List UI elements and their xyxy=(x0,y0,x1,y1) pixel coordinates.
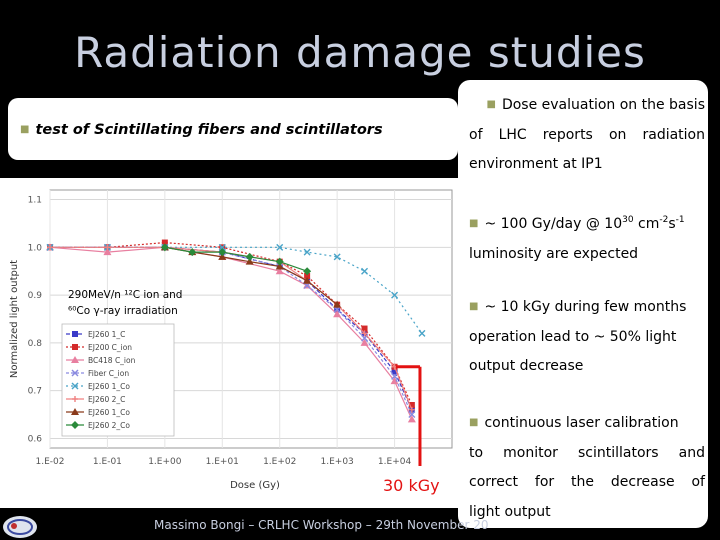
note-1: ■ Dose evaluation on the basis of LHC reports on radiation environment at IP1 xyxy=(469,97,705,172)
y-tick-label: 0.8 xyxy=(27,338,42,349)
left-bullet-text: test of Scintillating fibers and scintillators xyxy=(35,122,383,138)
note-3: ■ ~ 10 kGy during few months operation lead to ~ 50% light output decrease xyxy=(469,299,687,374)
legend-label: EJ260 1_C xyxy=(88,330,126,339)
bullet-icon: ■ xyxy=(20,124,30,135)
legend-label: Fiber C_ion xyxy=(88,369,130,378)
bullet-icon: ■ xyxy=(486,99,496,110)
x-tick-label: 1.E+02 xyxy=(263,457,297,467)
x-tick-label: 1.E+01 xyxy=(205,457,239,467)
x-axis-label: Dose (Gy) xyxy=(230,480,280,491)
bullet-icon: ■ xyxy=(469,301,479,312)
y-tick-label: 1.1 xyxy=(27,195,42,206)
x-tick-label: 1.E-01 xyxy=(92,457,122,467)
data-point xyxy=(72,344,78,350)
x-tick-label: 1.E-02 xyxy=(35,457,65,467)
slide-title: Radiation damage studies xyxy=(74,28,646,77)
bullet-icon: ■ xyxy=(469,218,479,229)
legend-label: EJ260 2_Co xyxy=(88,421,130,430)
inset-text: 290MeV/n ¹²C ion and xyxy=(68,289,183,301)
data-point xyxy=(72,331,78,337)
x-tick-label: 1.E+00 xyxy=(148,457,182,467)
x-tick-label: 1.E+04 xyxy=(377,457,412,467)
note-4: ■ continuous laser calibration to monitor scintillators and correct for the decrease of light output xyxy=(469,415,705,520)
y-tick-label: 0.7 xyxy=(27,386,42,397)
legend-label: EJ260 1_Co xyxy=(88,408,130,417)
y-tick-label: 1.0 xyxy=(27,243,42,254)
dose-annotation-label: 30 kGy xyxy=(383,476,440,495)
plot-panel xyxy=(0,178,460,508)
legend-label: EJ200 C_ion xyxy=(88,343,133,352)
y-tick-label: 0.6 xyxy=(27,434,42,445)
y-tick-label: 0.9 xyxy=(27,291,42,302)
footer-text: Massimo Bongi – CRLHC Workshop – 29th November 20 xyxy=(154,518,489,532)
legend-label: BC418 C_ion xyxy=(88,356,136,365)
lhcf-logo-icon xyxy=(0,510,40,540)
y-axis-label: Normalized light output xyxy=(9,259,20,379)
left-bullet-box xyxy=(8,98,458,160)
note-2: ■ ~ 100 Gy/day @ $10^{30}$ $cm^{-2}s^{-1}$ luminosity are expected xyxy=(469,215,685,262)
inset-text: ⁶⁰Co γ-ray irradiation xyxy=(68,305,178,317)
legend-label: EJ260 1_Co xyxy=(88,382,130,391)
bullet-icon: ■ xyxy=(469,417,479,428)
legend-label: EJ260 2_C xyxy=(88,395,126,404)
x-tick-label: 1.E+03 xyxy=(320,457,354,467)
radiation-chart xyxy=(0,178,460,508)
right-notes-box xyxy=(458,80,708,528)
legend-box xyxy=(62,324,174,436)
